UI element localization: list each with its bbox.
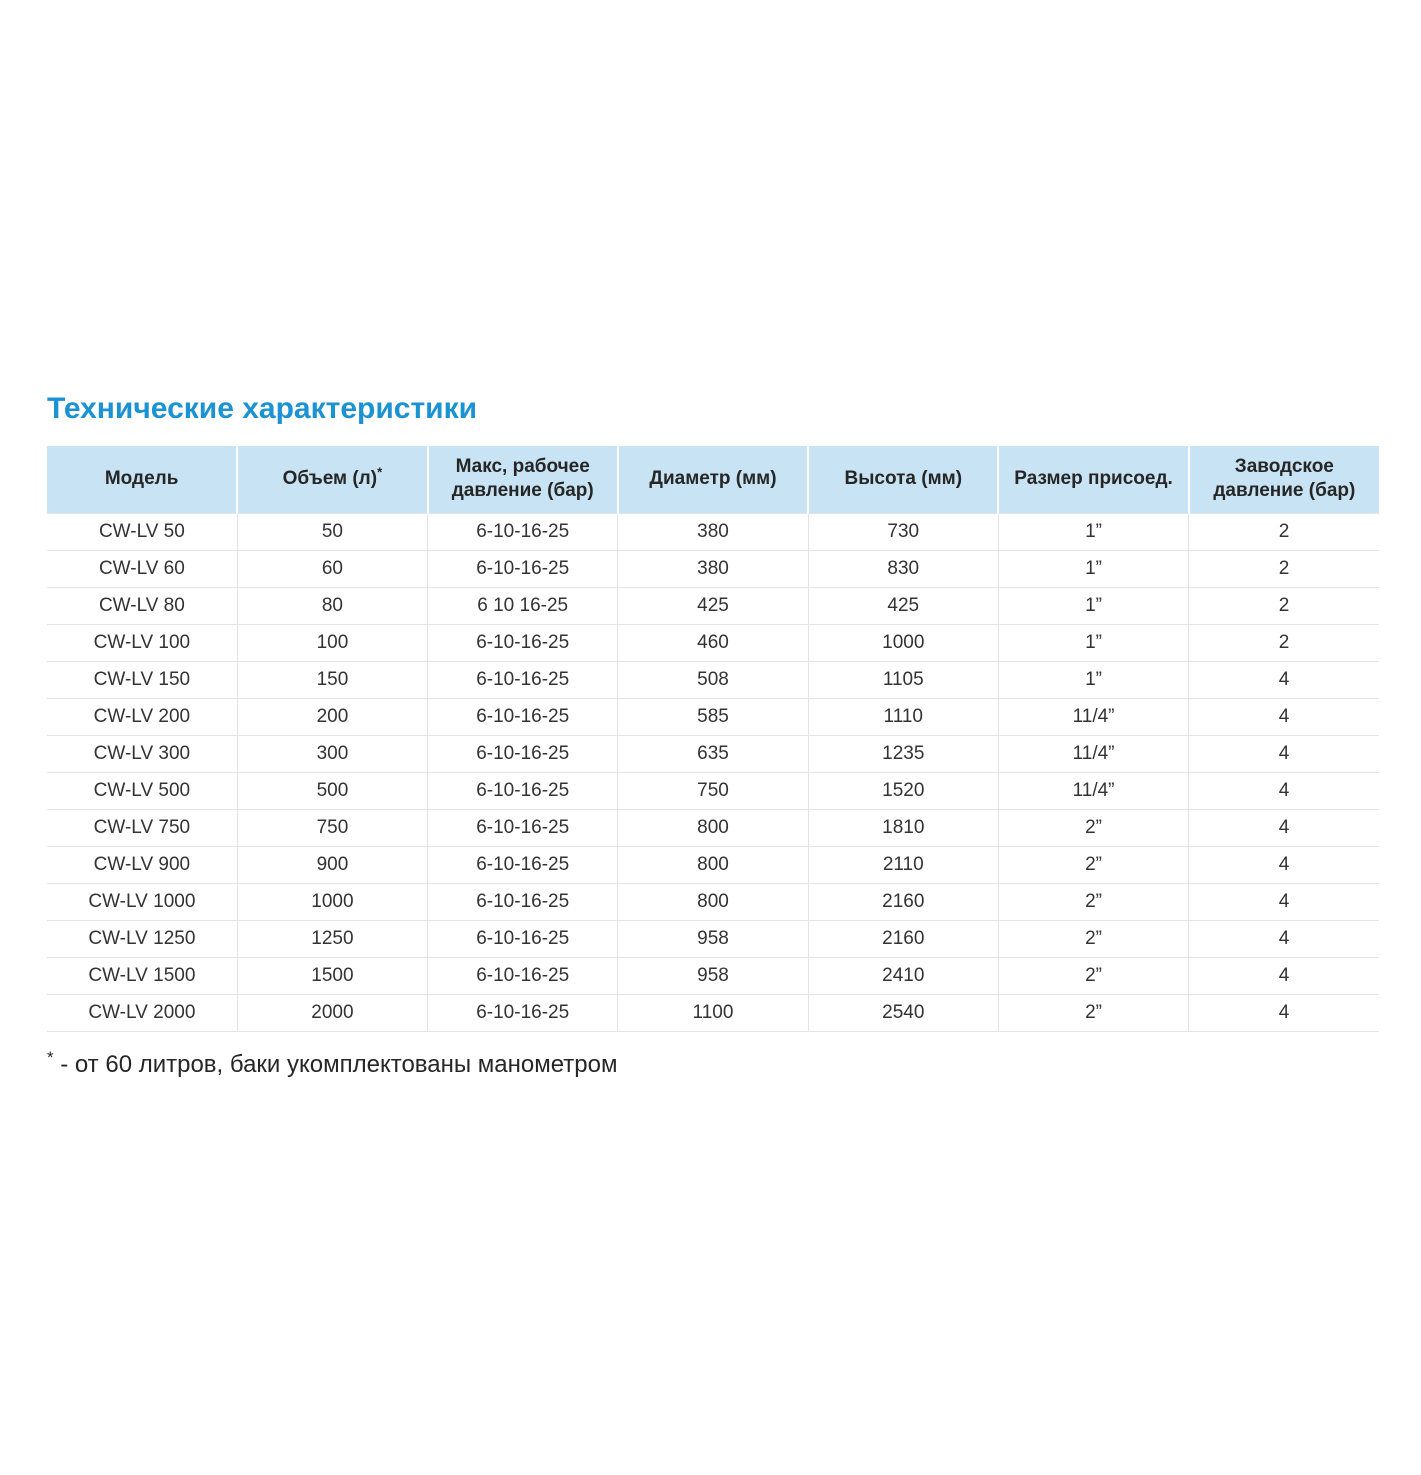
value-cell: 6-10-16-25 [428, 846, 618, 883]
value-cell: 2540 [808, 994, 998, 1031]
value-cell: 2” [998, 920, 1188, 957]
value-cell: 4 [1189, 957, 1379, 994]
value-cell: 585 [618, 698, 808, 735]
value-cell: 1” [998, 624, 1188, 661]
value-cell: 2160 [808, 920, 998, 957]
value-cell: 500 [237, 772, 427, 809]
value-cell: 958 [618, 920, 808, 957]
page-title: Технические характеристики [47, 392, 478, 425]
value-cell: 2” [998, 883, 1188, 920]
column-header: Объем (л)* [237, 446, 427, 513]
value-cell: 100 [237, 624, 427, 661]
value-cell: 750 [237, 809, 427, 846]
table-row [47, 994, 1379, 1031]
model-cell: CW-LV 750 [47, 809, 237, 846]
model-cell: CW-LV 50 [47, 513, 237, 550]
value-cell: 1” [998, 587, 1188, 624]
value-cell: 4 [1189, 698, 1379, 735]
value-cell: 1105 [808, 661, 998, 698]
header-row [47, 446, 1379, 513]
model-cell: CW-LV 900 [47, 846, 237, 883]
value-cell: 2 [1189, 624, 1379, 661]
value-cell: 4 [1189, 735, 1379, 772]
value-cell: 1” [998, 661, 1188, 698]
value-cell: 1810 [808, 809, 998, 846]
value-cell: 150 [237, 661, 427, 698]
value-cell: 800 [618, 883, 808, 920]
value-cell: 1500 [237, 957, 427, 994]
value-cell: 508 [618, 661, 808, 698]
value-cell: 4 [1189, 661, 1379, 698]
table-row [47, 772, 1379, 809]
model-cell: CW-LV 1250 [47, 920, 237, 957]
model-cell: CW-LV 150 [47, 661, 237, 698]
value-cell: 2” [998, 846, 1188, 883]
model-cell: CW-LV 500 [47, 772, 237, 809]
value-cell: 750 [618, 772, 808, 809]
value-cell: 425 [808, 587, 998, 624]
table-row [47, 698, 1379, 735]
value-cell: 6-10-16-25 [428, 772, 618, 809]
value-cell: 11/4” [998, 735, 1188, 772]
value-cell: 635 [618, 735, 808, 772]
value-cell: 11/4” [998, 698, 1188, 735]
table-row [47, 809, 1379, 846]
value-cell: 2160 [808, 883, 998, 920]
value-cell: 830 [808, 550, 998, 587]
table-header [47, 446, 1379, 513]
value-cell: 958 [618, 957, 808, 994]
value-cell: 1250 [237, 920, 427, 957]
spec-table [47, 446, 1379, 1032]
model-cell: CW-LV 200 [47, 698, 237, 735]
value-cell: 6-10-16-25 [428, 957, 618, 994]
table-row [47, 735, 1379, 772]
value-cell: 2000 [237, 994, 427, 1031]
value-cell: 2410 [808, 957, 998, 994]
value-cell: 60 [237, 550, 427, 587]
value-cell: 1000 [808, 624, 998, 661]
asterisk-marker: * [47, 1047, 54, 1067]
column-header: Высота (мм) [808, 446, 998, 513]
value-cell: 6-10-16-25 [428, 883, 618, 920]
value-cell: 6-10-16-25 [428, 661, 618, 698]
table-row [47, 957, 1379, 994]
value-cell: 6-10-16-25 [428, 624, 618, 661]
value-cell: 4 [1189, 883, 1379, 920]
table-row [47, 587, 1379, 624]
value-cell: 1520 [808, 772, 998, 809]
value-cell: 2 [1189, 587, 1379, 624]
value-cell: 300 [237, 735, 427, 772]
value-cell: 4 [1189, 772, 1379, 809]
value-cell: 1” [998, 550, 1188, 587]
value-cell: 6-10-16-25 [428, 550, 618, 587]
value-cell: 380 [618, 513, 808, 550]
value-cell: 50 [237, 513, 427, 550]
value-cell: 2110 [808, 846, 998, 883]
model-cell: CW-LV 2000 [47, 994, 237, 1031]
value-cell: 2 [1189, 513, 1379, 550]
value-cell: 1000 [237, 883, 427, 920]
value-cell: 1” [998, 513, 1188, 550]
table-row [47, 920, 1379, 957]
value-cell: 6-10-16-25 [428, 809, 618, 846]
column-header: Модель [47, 446, 237, 513]
value-cell: 11/4” [998, 772, 1188, 809]
table-row [47, 846, 1379, 883]
value-cell: 4 [1189, 920, 1379, 957]
table-row [47, 550, 1379, 587]
model-cell: CW-LV 60 [47, 550, 237, 587]
table-row [47, 661, 1379, 698]
table-body [47, 513, 1379, 1031]
value-cell: 730 [808, 513, 998, 550]
table-row [47, 513, 1379, 550]
value-cell: 2” [998, 957, 1188, 994]
value-cell: 6-10-16-25 [428, 513, 618, 550]
column-header: Заводское давление (бар) [1189, 446, 1379, 513]
value-cell: 6 10 16-25 [428, 587, 618, 624]
value-cell: 800 [618, 809, 808, 846]
value-cell: 4 [1189, 994, 1379, 1031]
table-row [47, 883, 1379, 920]
value-cell: 80 [237, 587, 427, 624]
value-cell: 6-10-16-25 [428, 735, 618, 772]
value-cell: 800 [618, 846, 808, 883]
value-cell: 1235 [808, 735, 998, 772]
value-cell: 6-10-16-25 [428, 920, 618, 957]
value-cell: 2” [998, 809, 1188, 846]
value-cell: 1100 [618, 994, 808, 1031]
value-cell: 2 [1189, 550, 1379, 587]
table-row [47, 624, 1379, 661]
column-header: Размер присоед. [998, 446, 1188, 513]
value-cell: 4 [1189, 846, 1379, 883]
value-cell: 2” [998, 994, 1188, 1031]
value-cell: 900 [237, 846, 427, 883]
footnote: * - от 60 литров, баки укомплектованы манометром [47, 1047, 618, 1078]
model-cell: CW-LV 1000 [47, 883, 237, 920]
value-cell: 1110 [808, 698, 998, 735]
model-cell: CW-LV 100 [47, 624, 237, 661]
value-cell: 460 [618, 624, 808, 661]
page [47, 392, 1379, 1079]
value-cell: 4 [1189, 809, 1379, 846]
value-cell: 200 [237, 698, 427, 735]
value-cell: 6-10-16-25 [428, 698, 618, 735]
column-header: Макс, рабочее давление (бар) [428, 446, 618, 513]
model-cell: CW-LV 1500 [47, 957, 237, 994]
asterisk-marker: * [377, 464, 383, 480]
value-cell: 425 [618, 587, 808, 624]
model-cell: CW-LV 300 [47, 735, 237, 772]
model-cell: CW-LV 80 [47, 587, 237, 624]
value-cell: 6-10-16-25 [428, 994, 618, 1031]
value-cell: 380 [618, 550, 808, 587]
column-header: Диаметр (мм) [618, 446, 808, 513]
